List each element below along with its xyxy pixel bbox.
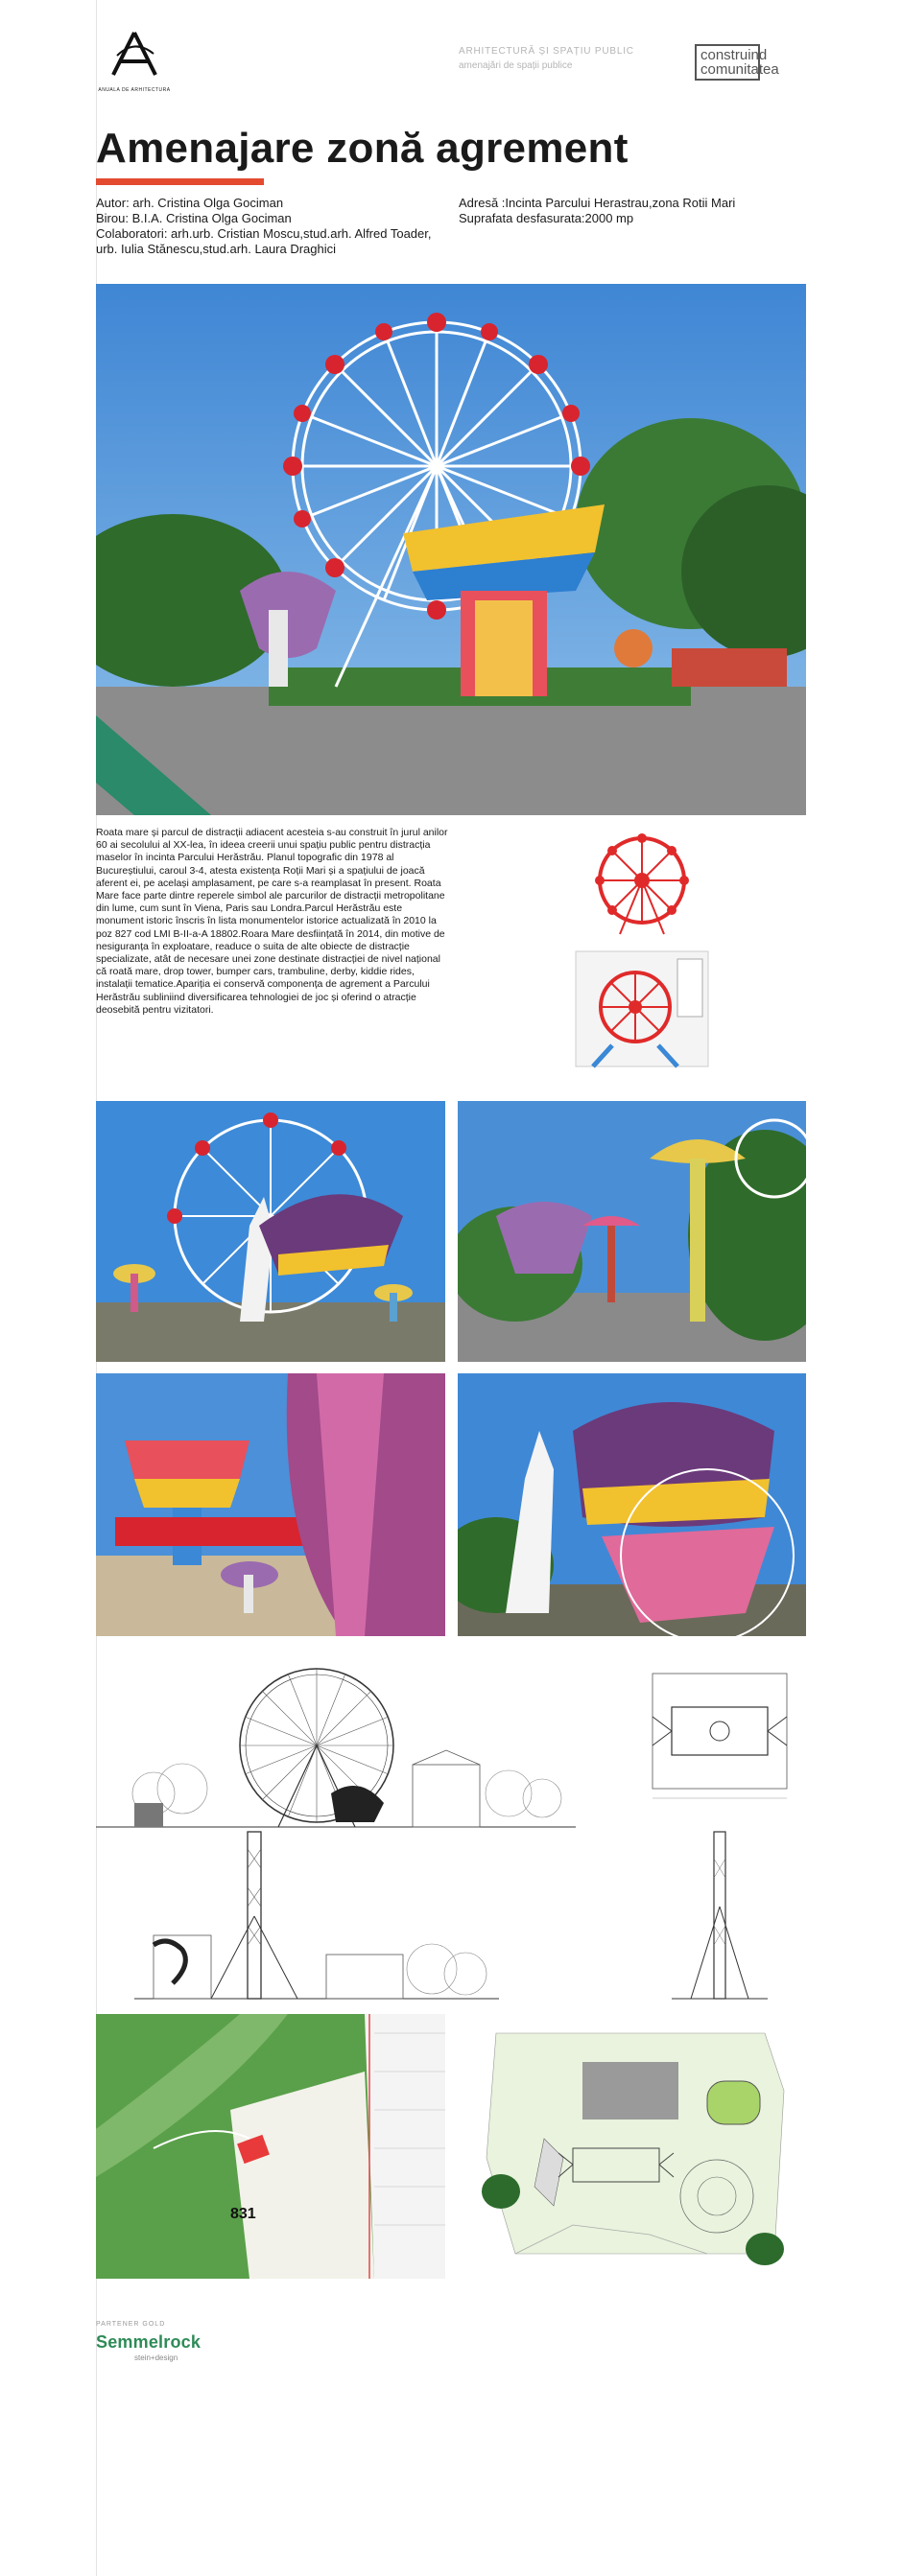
project-meta-right [459,196,804,226]
landscape-site-plan [458,2014,806,2279]
section-drawing-drop-tower [672,1830,768,2002]
plan-drawing-carousel [633,1659,806,1813]
project-description: Roata mare și parcul de distracții adiacent acesteia s-au construit în jurul anilor 60 ai secolului al XX-lea, în ideea creerii unui spațiu public pentru distracția maselor în incinta Parcului Herăstrău. Planul topografic din 1978 al Bucureștiului, caroul 3-4, atesta existența Roții Mari și a spațiului de joacă aferent ei, pe același amplasament, pe care s-a reamplasat în present. Roata Mare face parte dintre reperele simbol ale parcurilor de distracții metropolitane din lume, cum sunt în Viena, Paris sau Londra.Parcul Herăstrău este monument istoric înscris în lista monumentelor istorice actualizată în 2010 la poz 827 cod LMI B-II-a-A 18802.Roara Mare desființată în 2014, din motive de nesiguranța în exploatare, readuce o suita de alte obiecte de distracție specializate, atât de necesare unei zone destinate distracției de nivel național că roată mare, drop tower, bumper cars, trambuline, derby, kiddie rides, instalații tematice.Apariția ei conservă componența de agrement a Parcului Herăstrău subliniind diversificarea tehnologiei de joc și oferind o atracție deosebită pentru vizitatori. [96,827,448,1016]
partner-logo: Semmelrock [96,2332,202,2352]
category-main: ARHITECTURĂ ȘI SPAȚIU PUBLIC [459,46,634,57]
photo-hat-closeup [458,1373,806,1636]
construind-comunitatea-logo [695,44,779,81]
right-logo-line2: comunitatea [700,61,779,78]
page-title: Amenajare zonă agrement [96,125,629,172]
annual-logo-text: ANUALA DE ARHITECTURA [98,87,171,93]
author: Autor: arh. Cristina Olga Gociman [96,196,284,210]
title-underline [96,178,264,185]
hero-photo [96,284,806,815]
annual-logo [96,29,173,93]
elevation-drawing-wheel [96,1659,595,1832]
photo-hat-hand-sculpture [96,1101,445,1362]
map-parcel-label: 831 [230,2206,256,2222]
office: Birou: B.I.A. Cristina Olga Gociman [96,211,292,225]
photo-giant-mushrooms [458,1101,806,1362]
annual-logo-icon [96,29,173,82]
project-meta-left [96,196,432,257]
category-sub: amenajări de spații publice [459,60,573,71]
ferris-wheel-elevation-drawing [574,827,710,942]
address: Adresă :Incinta Parcului Herastrau,zona Rotii Mari [459,196,736,210]
topographic-map [96,2014,445,2279]
right-logo-line1: construind [700,47,768,63]
ferris-wheel-plan-drawing [574,949,710,1068]
partner-tagline: stein+design [134,2354,178,2362]
photo-carousel-plaza [96,1373,445,1636]
partner-label: PARTENER GOLD [96,2321,166,2328]
elevation-drawing-drop-tower [134,1830,499,2002]
collaborators: Colaboratori: arh.urb. Cristian Moscu,stud.arh. Alfred Toader, urb. Iulia Stănescu,stud.arh. Laura Draghici [96,226,432,256]
area: Suprafata desfasurata:2000 mp [459,211,634,225]
